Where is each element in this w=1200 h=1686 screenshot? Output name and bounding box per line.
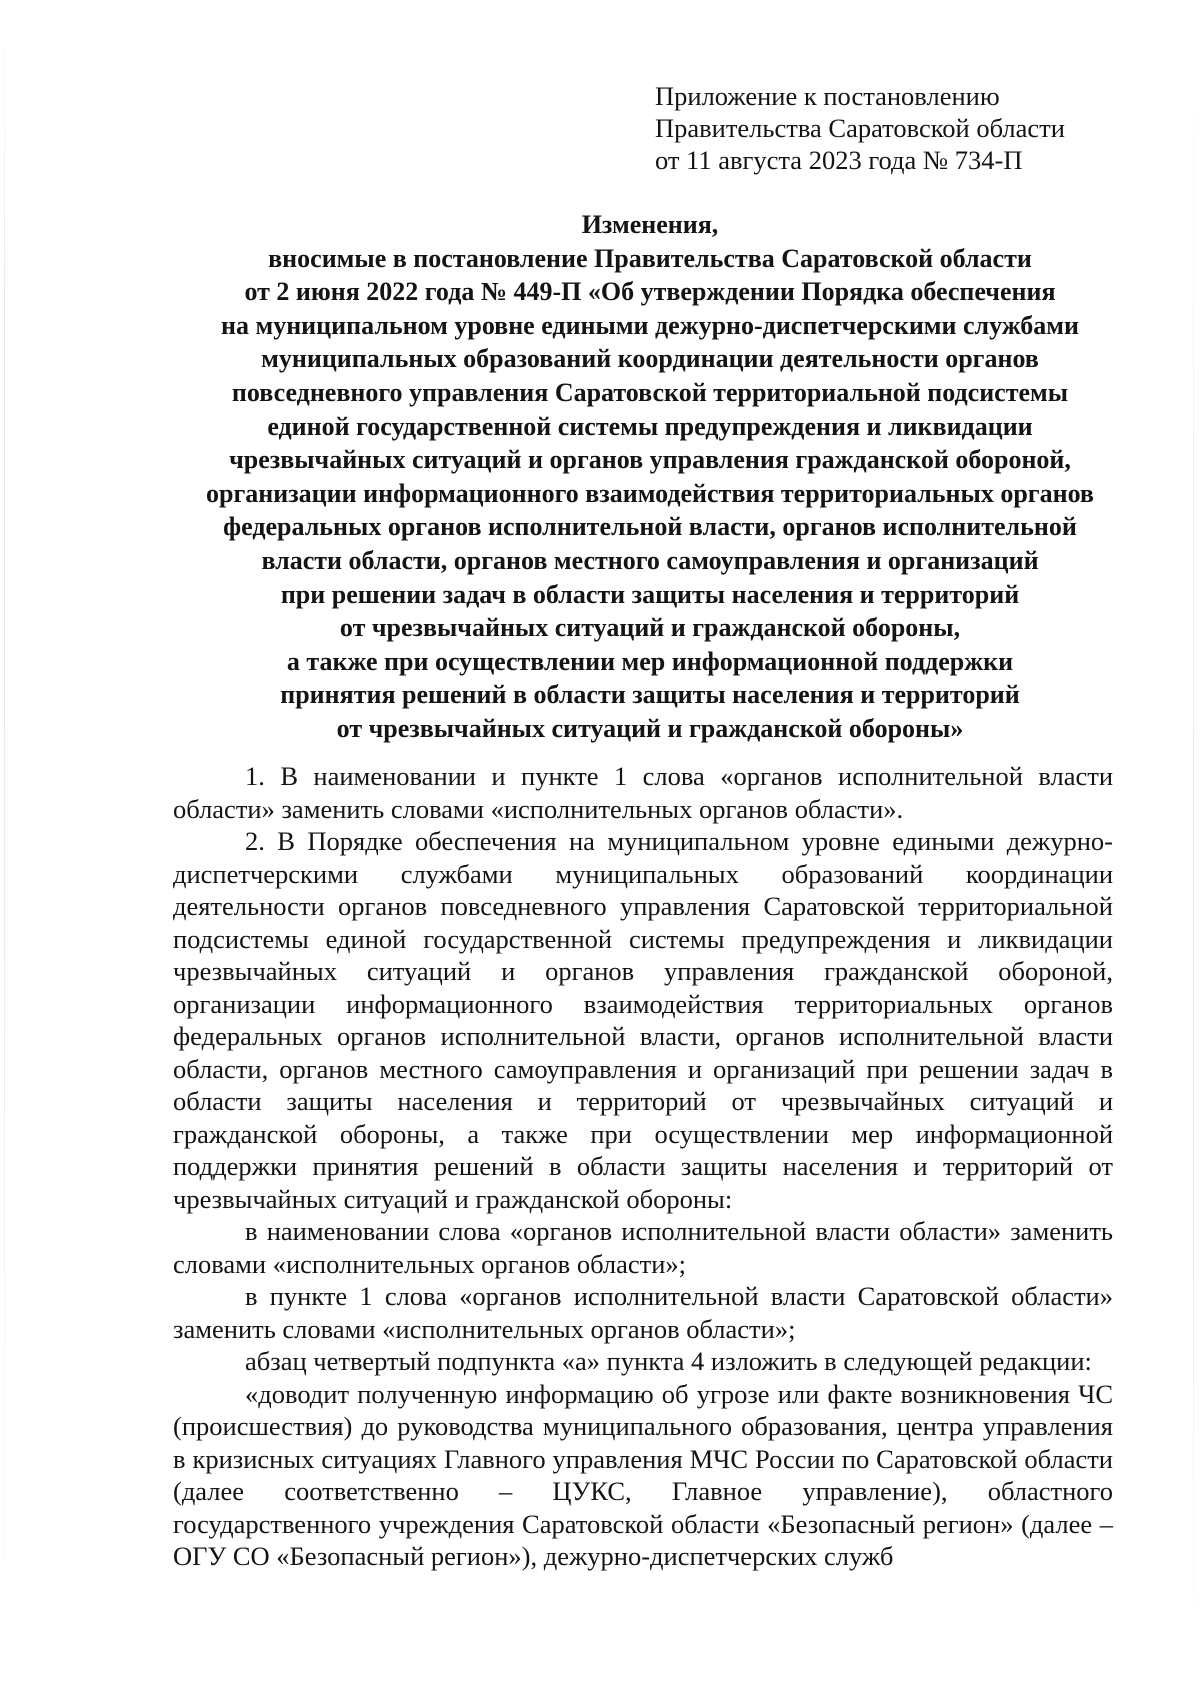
heading-line: повседневного управления Саратовской территориальной подсистемы: [231, 377, 1069, 407]
body-paragraph: абзац четвертый подпункта «а» пункта 4 изложить в следующей редакции:: [245, 1346, 1092, 1376]
approval-line: от 11 августа 2023 года № 734-П: [655, 145, 1023, 175]
scan-edge-left: [4, 0, 5, 1686]
body-paragraph: в наименовании слова «органов исполнительной власти области» заменить словами «исполнительных органов области»;: [173, 1216, 1113, 1279]
body-paragraph: 1. В наименовании и пункте 1 слова «органов исполнительной власти области» заменить словами «исполнительных органов области».: [173, 761, 1113, 824]
document-body: [173, 760, 1113, 1573]
heading-line: вносимые в постановление Правительства Саратовской области: [268, 243, 1032, 273]
heading-title: Изменения,: [581, 210, 719, 239]
heading-line: единой государственной системы предупреждения и ликвидации: [267, 411, 1033, 441]
approval-line: Приложение к постановлению: [655, 81, 1000, 111]
heading-line: принятия решений в области защиты населения и территорий: [280, 680, 1020, 710]
heading-line: власти области, органов местного самоуправления и организаций: [261, 545, 1039, 575]
scan-edge-right: [1193, 0, 1194, 1686]
heading-line: а также при осуществлении мер информационной поддержки: [286, 646, 1014, 676]
heading-line: чрезвычайных ситуаций и органов управления гражданской обороной,: [229, 445, 1071, 475]
heading-line: от чрезвычайных ситуаций и гражданской обороны»: [336, 713, 964, 743]
approval-line: Правительства Саратовской области: [655, 113, 1065, 143]
document-heading: [160, 208, 1140, 746]
heading-line: муниципальных образований координации деятельности органов: [261, 344, 1039, 374]
body-paragraph: 2. В Порядке обеспечения на муниципальном уровне едиными дежурно-диспетчерскими службами муниципальных образований координации деятельности органов повседневного управления Саратовской территориальной подсистемы единой государственной системы предупреждения и ликвидации чрезвычайных ситуаций и органов управления гражданской обороной, организации информационного взаимодействия территориальных органов федеральных органов исполнительной власти, органов исполнительной власти области, органов местного самоуправления и организаций при решении задач в области защиты населения и территорий от чрезвычайных ситуаций и гражданской обороны, а также при осуществлении мер информационной поддержки принятия решений в области защиты населения и территорий от чрезвычайных ситуаций и гражданской обороны:: [173, 826, 1113, 1214]
heading-line: при решении задач в области защиты населения и территорий: [280, 579, 1020, 609]
heading-line: от 2 июня 2022 года № 449-П «Об утверждении Порядка обеспечения: [244, 277, 1056, 307]
approval-stamp: [655, 80, 1135, 176]
body-paragraph: в пункте 1 слова «органов исполнительной власти Саратовской области» заменить словами «исполнительных органов области»;: [173, 1281, 1113, 1344]
heading-line: организации информационного взаимодействия территориальных органов: [206, 478, 1094, 508]
heading-line: на муниципальном уровне едиными дежурно-диспетчерскими службами: [221, 310, 1079, 340]
body-paragraph: «доводит полученную информацию об угрозе или факте возникновения ЧС (происшествия) до руководства муниципального образования, центра управления в кризисных ситуациях Главного управления МЧС России по Саратовской области (далее соответственно – ЦУКС, Главное управление), областного государственного учреждения Саратовской области «Безопасный регион» (далее – ОГУ СО «Безопасный регион»), дежурно-диспетчерских служб: [173, 1378, 1113, 1571]
heading-line: федеральных органов исполнительной власти, органов исполнительной: [223, 512, 1077, 542]
heading-line: от чрезвычайных ситуаций и гражданской обороны,: [339, 613, 961, 643]
